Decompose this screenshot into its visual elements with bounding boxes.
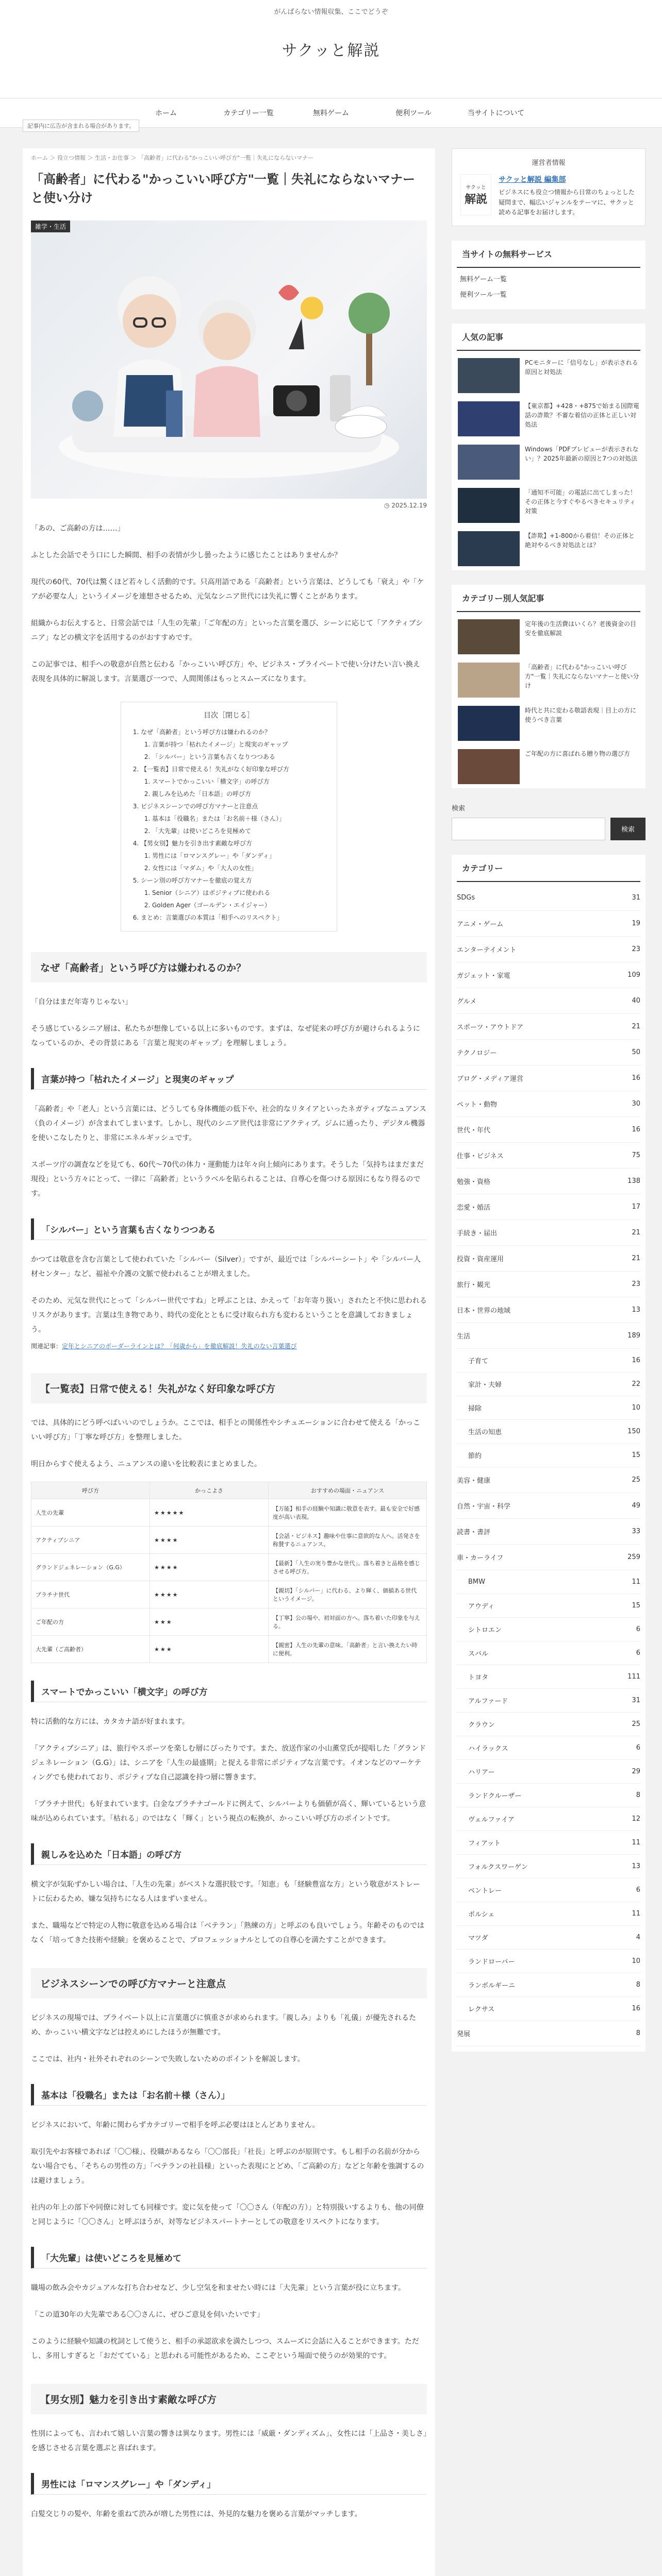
category-name[interactable]: アニメ・ゲーム	[457, 920, 504, 928]
category-count: 16	[632, 1125, 640, 1133]
category-item[interactable]	[457, 1467, 640, 1493]
paragraph: かつては敬意を含む言葉として使われていた「シルバー（Silver）」ですが、最近では「シルバーシート」や「シルバー人材センター」など、福祉や介護の文脈で使われることが増えました。	[31, 1256, 421, 1278]
rating-stars: ★★★★	[150, 1581, 269, 1608]
paragraph: 職場の飲み会やカジュアルな打ち合わせなど、少し空気を和ませたい時には「大先輩」という言葉が役に立ちます。	[31, 2284, 406, 2292]
table-row	[31, 1581, 427, 1608]
popular-article[interactable]	[452, 702, 646, 745]
category-item[interactable]	[457, 1040, 640, 1065]
services-widget	[452, 241, 646, 309]
category-item[interactable]	[457, 1689, 640, 1713]
service-link[interactable]: 無料ゲーム一覧	[460, 275, 507, 283]
category-count: 21	[632, 1228, 640, 1236]
section-heading: ビジネスシーンでの呼び方マナーと注意点	[31, 1968, 427, 1998]
category-count: 16	[632, 2004, 640, 2012]
category-name[interactable]: グルメ	[457, 997, 477, 1006]
paragraph: ビジネスにおいて、年齢に関わらずカテゴリーで相手を呼ぶ必要はほとんどありません。	[31, 2121, 320, 2129]
category-name[interactable]: 掃除	[468, 1404, 482, 1413]
toc-item[interactable]: 6. まとめ：言葉選びの本質は「相手へのリスペクト」	[141, 911, 328, 924]
category-item[interactable]	[457, 1420, 640, 1444]
rating-stars: ★★★	[150, 1636, 269, 1663]
toc-subitem[interactable]: 2. 親しみを込めた「日本語」の呼び方	[152, 788, 328, 800]
table-row	[31, 1554, 427, 1581]
category-count: 29	[632, 1767, 640, 1775]
category-item[interactable]	[457, 1878, 640, 1902]
category-item[interactable]	[457, 1014, 640, 1040]
category-name[interactable]: 日本・世界の地域	[457, 1307, 511, 1315]
subsection-heading: 親しみを込めた「日本語」の呼び方	[31, 1843, 427, 1865]
category-count: 6	[636, 1886, 640, 1894]
category-name[interactable]: ペット・動物	[457, 1100, 498, 1109]
category-count: 150	[627, 1427, 640, 1435]
paragraph: 取引先やお客様であれば「〇〇様」、役職があるなら「〇〇部長」「社長」と呼ぶのが原則です。もし相手の名前が分からない場合でも、「そちらの男性の方」「ベテランの社員様」といった表現にとどめ、「ご高齢の方」などと年齢を強調するのは避けましょう。	[31, 2148, 424, 2185]
breadcrumb[interactable]: ホーム ＞ 役立つ情報 ＞ 生活・お仕事 ＞ 「高齢者」に代わる"かっこいい呼び方"一覧｜失礼にならないマナー	[31, 155, 314, 161]
category-item[interactable]	[457, 1855, 640, 1878]
category-name[interactable]: ヴェルファイア	[468, 1816, 515, 1824]
toc-subitem[interactable]: 1. 男性には「ロマンスグレー」や「ダンディ」	[152, 850, 328, 862]
publish-date: ◷ 2025.12.19	[384, 502, 427, 509]
category-name[interactable]: ランボルギーニ	[468, 1981, 516, 1990]
category-popular-widget	[452, 585, 646, 788]
category-name[interactable]: 美容・健康	[457, 1477, 491, 1485]
intro-paragraph: この記事では、相手への敬意が自然と伝わる「かっこいい呼び方」や、ビジネス・プライベートで使い分けたい言い換え表現を具体的に解説します。言葉選び一つで、人間関係はもっとスムーズになります。	[31, 660, 420, 683]
intro-paragraph: 現代の60代、70代は驚くほど若々しく活動的です。只高用語である「高齢者」という言葉は、どうしても「衰え」や「ケアが必要な人」というイメージを連想させるため、元気なシニア世代には失礼に響くことがあります。	[31, 578, 424, 601]
toc-subitem[interactable]: 2. 「シルバー」という言葉も古くなりつつある	[152, 751, 328, 763]
section-heading: 【一覧表】日常で使える！失礼がなく好印象な呼び方	[31, 1373, 427, 1403]
article-main	[23, 148, 435, 2576]
subsection-heading: 男性には「ロマンスグレー」や「ダンディ」	[31, 2473, 427, 2495]
widget-title: カテゴリー別人気記事	[457, 585, 640, 612]
category-item[interactable]	[457, 1444, 640, 1467]
rating-stars: ★★★★	[150, 1554, 269, 1581]
category-item[interactable]	[457, 1349, 640, 1372]
category-name[interactable]: フォルクスワーゲン	[468, 1863, 528, 1871]
site-tagline: がんばらない情報収集、ここでどうぞ	[274, 8, 388, 16]
operator-logo: サクッと 解説	[460, 174, 491, 215]
category-item[interactable]	[457, 1091, 640, 1117]
category-count: 50	[632, 1048, 640, 1056]
article-thumbnail[interactable]	[458, 488, 520, 523]
category-count: 23	[632, 1280, 640, 1288]
popular-article[interactable]	[452, 440, 646, 484]
paragraph: 特に活動的な方には、カタカナ語が好まれます。	[31, 1718, 189, 1726]
category-item[interactable]	[457, 937, 640, 962]
subsection-heading: 言葉が持つ「枯れたイメージ」と現実のギャップ	[31, 1068, 427, 1090]
categories-widget	[452, 855, 646, 2052]
category-item[interactable]	[457, 1736, 640, 1760]
popular-article[interactable]	[452, 615, 646, 658]
category-name[interactable]: テクノロジー	[457, 1049, 497, 1057]
table-cell: 【親密】人生の先輩の意味。「高齢者」と言い換えたい時に便利。	[269, 1636, 427, 1663]
category-item[interactable]	[457, 1168, 640, 1194]
category-item[interactable]	[457, 988, 640, 1014]
table-cell: グランドジェネレーション（G.G）	[31, 1554, 150, 1581]
category-name[interactable]: ポルシェ	[468, 1910, 495, 1919]
category-name[interactable]: ランドクルーザー	[468, 1792, 522, 1800]
category-name[interactable]: 節約	[468, 1452, 482, 1460]
category-count: 138	[627, 1177, 640, 1185]
search-button[interactable]: 検索	[610, 818, 646, 840]
category-count: 16	[632, 1074, 640, 1082]
paragraph: ビジネスの現場では、プライベート以上に言葉選びに慎重さが求められます。「親しみ」よりも「礼儀」が優先されるため、かっこいい横文字などは控えめにしたほうが無難です。	[31, 2014, 417, 2037]
category-item[interactable]	[457, 1372, 640, 1396]
category-count: 22	[632, 1380, 640, 1388]
subsection-heading: 「シルバー」という言葉も古くなりつつある	[31, 1218, 427, 1240]
toc-list	[129, 726, 328, 924]
related-article: 関連記事：定年とシニアのボーダーラインとは？「何歳から」を徹底解説！失礼のない言葉選び	[31, 1343, 297, 1350]
category-name[interactable]: 仕事・ビジネス	[457, 1152, 504, 1160]
popular-article-title[interactable]: 【詐欺】+1-800から着信！その正体と絶対やるべき対処法とは？	[525, 532, 635, 549]
article-thumbnail[interactable]	[458, 749, 520, 784]
category-name[interactable]: 旅行・観光	[457, 1281, 491, 1289]
category-count: 111	[627, 1672, 640, 1681]
category-name[interactable]: マツダ	[468, 1934, 488, 1942]
page-title: 「高齢者」に代わる"かっこいい呼び方"一覧｜失礼にならないマナーと使い分け	[31, 172, 416, 205]
category-name[interactable]: 手続き・届出	[457, 1229, 498, 1238]
ad-notice: 記事内に広告が含まれる場合があります。	[23, 120, 139, 132]
paragraph: このように経験や知識の枕詞として使うと、相手の承認欲求を満たしつつ、スムーズに会話に入ることができます。ただし、多用しすぎると「おだてている」と思われる可能性があるため、ここぞという場面で使うのが効果的です。	[31, 2337, 419, 2360]
category-name[interactable]: 子育て	[468, 1357, 489, 1365]
category-name[interactable]: 投資・資産運用	[457, 1255, 504, 1263]
popular-article-title[interactable]: 「高齢者」に代わる"かっこいい呼び方"一覧｜失礼にならないマナーと使い分け	[525, 663, 639, 689]
subsection-heading: スマートでかっこいい「横文字」の呼び方	[31, 1681, 427, 1702]
table-cell: 大先輩（ご高齢者）	[31, 1636, 150, 1663]
category-name[interactable]: 家計・夫婦	[468, 1381, 502, 1389]
table-cell: 【親切】「シルバー」に代わる、より輝く、価値ある世代というイメージ。	[269, 1581, 427, 1608]
toc-item[interactable]: 3. ビジネスシーンでの呼び方マナーと注意点 1. 基本は「役職名」または「お名前＋様（さん）」 2. 「大先輩」は使いどころを見極めて	[141, 800, 328, 837]
category-item[interactable]	[457, 1545, 640, 1570]
table-header: 呼び方	[31, 1482, 150, 1499]
intro-paragraph: 組織からお伝えすると、日常会話では「人生の先輩」「ご年配の方」といった言葉を選び、シーンに応じて「アクティブシニア」などの横文字を活用するのがおすすめです。	[31, 619, 423, 642]
category-item[interactable]	[457, 1143, 640, 1168]
toc-item[interactable]: 5. シーン別の呼び方マナーを徹底の覚え方 1. Senior（シニア）はポジティブに使われる 2. Golden Ager（ゴールデン・エイジャー）	[141, 874, 328, 911]
toc-subitem[interactable]: 1. Senior（シニア）はポジティブに使われる	[152, 887, 328, 899]
popular-article[interactable]	[452, 527, 646, 570]
category-count: 259	[627, 1553, 640, 1561]
category-item[interactable]	[457, 1973, 640, 1997]
widget-title: 当サイトの無料サービス	[457, 241, 640, 268]
paragraph: ここでは、社内・社外それぞれのシーンで失敗しないためのポイントを解説します。	[31, 2055, 305, 2063]
paragraph: 「アクティブシニア」は、旅行やスポーツを楽しむ層にぴったりです。また、放送作家の小山薫堂氏が提唱した「グランドジェネレーション（G.G）」は、シニアを「人生の最盛期」と捉える非常にポジティブな言葉です。イオンなどのマーケティングでも使われており、ポジティブな自己認識を持つ層に響きます。	[31, 1744, 426, 1782]
category-count: 23	[632, 945, 640, 953]
paragraph: 「自分はまだ年寄りじゃない」	[31, 998, 132, 1006]
table-cell: 【最新】「人生の実り豊かな世代」。落ち着きと品格を感じさせる呼び方。	[269, 1554, 427, 1581]
category-count: 11	[632, 1909, 640, 1918]
nav-free-games[interactable]: 無料ゲーム	[313, 109, 349, 117]
category-count: 49	[632, 1501, 640, 1510]
paragraph: また、職場などで特定の人物に敬意を込める場合は「ベテラン」「熟練の方」と呼ぶのも良いでしょう。年齢そのものではなく「培ってきた技術や経験」を褒めることで、プロフェッショナルとしての自尊心を満たすことができます。	[31, 1922, 424, 1944]
table-header: かっこよさ	[150, 1482, 269, 1499]
category-item[interactable]	[457, 962, 640, 988]
article-thumbnail[interactable]	[458, 531, 520, 566]
site-header	[0, 0, 662, 98]
category-count: 31	[632, 1696, 640, 1704]
category-name[interactable]: 発展	[457, 2030, 471, 2038]
category-count: 8	[636, 2029, 640, 2037]
category-item[interactable]	[457, 911, 640, 937]
category-item[interactable]	[457, 1641, 640, 1665]
category-name[interactable]: トヨタ	[468, 1673, 489, 1682]
popular-article[interactable]	[452, 658, 646, 702]
paragraph: スポーツ庁の調査などを見ても、60代〜70代の体力・運動能力は年々向上傾向にあります。そうした「気持ちはまだまだ現役」という方々にとって、一律に「高齢者」というラベルを貼られることは、自尊心を傷つける原因にもなり得るのです。	[31, 1161, 424, 1198]
category-count: 21	[632, 1254, 640, 1262]
article-thumbnail[interactable]	[458, 619, 520, 654]
category-item[interactable]	[457, 1323, 640, 1349]
category-item[interactable]	[457, 1297, 640, 1323]
popular-widget	[452, 324, 646, 570]
widget-title: 人気の記事	[457, 324, 640, 351]
category-count: 13	[632, 1862, 640, 1870]
category-count: 21	[632, 1022, 640, 1030]
article-thumbnail[interactable]	[458, 445, 520, 480]
category-count: 11	[632, 1578, 640, 1586]
table-cell: ご年配の方	[31, 1608, 150, 1636]
popular-article-title[interactable]: Windows「PDFプレビューが表示されない」？2025年最新の原因と7つの対処法	[525, 445, 639, 462]
toc-subitem[interactable]: 2. Golden Ager（ゴールデン・エイジャー）	[152, 899, 328, 911]
article-intro	[23, 521, 435, 686]
category-count: 11	[632, 1838, 640, 1846]
operator-widget	[452, 148, 646, 226]
related-article-link[interactable]: 定年とシニアのボーダーラインとは？「何歳から」を徹底解説！失礼のない言葉選び	[62, 1343, 297, 1350]
operator-title: 運営者情報	[532, 159, 566, 167]
site-logo[interactable]: サクッと解説	[282, 42, 380, 60]
toc-subitem[interactable]: 2. 女性には「マダム」や「大人の女性」	[152, 862, 328, 874]
nav-tools[interactable]: 便利ツール	[395, 109, 432, 117]
operator-description: ビジネスにも役立つ情報から日常のちょっとした疑問まで、幅広いジャンルをテーマに、サクッと読める記事をお届けします。	[499, 189, 635, 216]
category-count: 25	[632, 1476, 640, 1484]
toc-subitem[interactable]: 1. 言葉が持つ「枯れたイメージ」と現実のギャップ	[152, 738, 328, 751]
table-of-contents	[121, 702, 337, 931]
table-cell: 【万能】相手の経験や知識に敬意を表す。最も安全で好感度が高い表現。	[269, 1499, 427, 1527]
category-name[interactable]: SDGs	[457, 893, 475, 902]
category-count: 109	[627, 971, 640, 979]
category-count: 4	[636, 1933, 640, 1941]
operator-name-link[interactable]: サクッと解説 編集部	[499, 176, 566, 184]
category-item[interactable]	[457, 1220, 640, 1246]
paragraph: そのため、元気な世代にとって「シルバー世代ですね」と呼ぶことは、かえって「お年寄り扱い」されたと不快に思われるリスクがあります。言葉は生き物であり、時代の変化とともに受け取られ方も変わるということを意識しておきましょう。	[31, 1297, 427, 1334]
paragraph: 「高齢者」や「老人」という言葉には、どうしても身体機能の低下や、社会的なリタイアといったネガティブなニュアンス（負のイメージ）が含まれてしまいます。しかし、現代のシニア世代は非常にアクティブ。ジムに通ったり、デジタル機器を使いこなしたりと、非常にエネルギッシュです。	[31, 1105, 426, 1142]
category-name[interactable]: エンターテイメント	[457, 946, 517, 954]
rating-stars: ★★★★★	[150, 1499, 269, 1527]
category-name[interactable]: BMW	[468, 1578, 485, 1586]
toc-item[interactable]: 1. なぜ「高齢者」という呼び方は嫌われるのか？ 1. 言葉が持つ「枯れたイメージ」と現実のギャップ 2. 「シルバー」という言葉も古くなりつつある	[141, 726, 328, 763]
search-widget	[452, 803, 646, 840]
category-item[interactable]	[457, 1997, 640, 2021]
popular-article[interactable]	[452, 397, 646, 440]
section-heading: 【男女別】魅力を引き出す素敵な呼び方	[31, 2384, 427, 2414]
paragraph: 横文字が気恥ずかしい場合は、「人生の先輩」がベストな選択肢です。「知恵」も「経験豊富な方」という敬意がストレートに伝わるため、嫌な気持ちになる人はまずいません。	[31, 1880, 420, 1903]
category-count: 6	[636, 1649, 640, 1657]
category-item[interactable]	[457, 1519, 640, 1545]
category-name[interactable]: スポーツ・アウトドア	[457, 1023, 524, 1031]
sidebar	[452, 148, 646, 2066]
toc-item[interactable]: 2. 【一覧表】日常で使える！失礼がなく好印象な呼び方 1. スマートでかっこいい「横文字」の呼び方 2. 親しみを込めた「日本語」の呼び方	[141, 763, 328, 800]
category-name[interactable]: ランドローバー	[468, 1958, 515, 1966]
popular-article[interactable]	[452, 745, 646, 788]
toc-subitem[interactable]: 1. スマートでかっこいい「横文字」の呼び方	[152, 775, 328, 788]
nav-categories[interactable]: カテゴリー一覧	[223, 109, 274, 117]
category-badge[interactable]: 雑学・生活	[31, 221, 70, 232]
table-cell: アクティブシニア	[31, 1527, 150, 1554]
popular-article-title[interactable]: 【東京都】+428・+875で始まる国際電話の詐欺？不審な着信の正体と正しい対処法	[525, 402, 639, 428]
category-count: 15	[632, 1601, 640, 1609]
intro-paragraph: ふとした会話でそう口にした瞬間、相手の表情が少し曇ったように感じたことはありませんか？	[31, 551, 341, 560]
article-thumbnail[interactable]	[458, 706, 520, 741]
paragraph: 明日からすぐ使えるよう、ニュアンスの違いを比較表にまとめました。	[31, 1460, 262, 1468]
paragraph: では、具体的にどう呼べばいいのでしょうか。ここでは、相手との関係性やシチュエーションに合わせて使える「かっこいい呼び方」「丁寧な呼び方」を整理しました。	[31, 1419, 421, 1442]
category-count: 19	[632, 919, 640, 927]
category-count: 13	[632, 1306, 640, 1314]
table-row	[31, 1636, 427, 1663]
paragraph: そう感じているシニア層は、私たちが想像している以上に多いものです。まずは、なぜ従来の呼び方が避けられるようになっているのか、その背景にある「言葉と現実のギャップ」を理解しましょう。	[31, 1025, 420, 1047]
table-cell: 【会話・ビジネス】趣味や仕事に意欲的な人へ。活発さを称賛するニュアンス。	[269, 1527, 427, 1554]
category-name[interactable]: シトロエン	[468, 1626, 502, 1634]
category-item[interactable]	[457, 2021, 640, 2046]
search-label: 検索	[452, 804, 466, 812]
category-count: 15	[632, 1451, 640, 1459]
category-name[interactable]: 勉強・資格	[457, 1178, 491, 1186]
category-item[interactable]	[457, 885, 640, 911]
category-item[interactable]	[457, 1396, 640, 1420]
category-item[interactable]	[457, 1760, 640, 1784]
toc-subitem[interactable]: 1. 基本は「役職名」または「お名前＋様（さん）」	[152, 812, 328, 825]
rating-stars: ★★★★	[150, 1527, 269, 1554]
table-cell: プラチナ世代	[31, 1581, 150, 1608]
category-item[interactable]	[457, 1902, 640, 1926]
table-row	[31, 1608, 427, 1636]
table-cell: 【丁寧】公の場や、初対面の方へ。落ち着いた印象を与える。	[269, 1608, 427, 1636]
senior-couple-illustration	[31, 221, 427, 499]
category-item[interactable]	[457, 1594, 640, 1618]
category-count: 8	[636, 1791, 640, 1799]
category-name[interactable]: 生活	[457, 1332, 471, 1341]
category-count: 31	[632, 893, 640, 902]
paragraph: 性別によっても、言われて嬉しい言葉の響きは異なります。男性には「威厳・ダンディズム」、女性には「上品さ・美しさ」を感じさせる言葉を選ぶと喜ばれます。	[31, 2430, 427, 2452]
category-item[interactable]	[457, 1493, 640, 1519]
table-row	[31, 1527, 427, 1554]
category-count: 40	[632, 996, 640, 1005]
category-item[interactable]	[457, 1117, 640, 1143]
category-count: 189	[627, 1331, 640, 1340]
popular-article[interactable]	[452, 484, 646, 527]
subsection-heading: 「大先輩」は使いどころを見極めて	[31, 2247, 427, 2268]
category-item[interactable]	[457, 1926, 640, 1950]
section-heading: なぜ「高齢者」という呼び方は嫌われるのか？	[31, 952, 427, 982]
popular-article-title[interactable]: 時代と共に変わる敬語表現｜目上の方に使うべき言葉	[525, 706, 637, 723]
category-item[interactable]	[457, 1570, 640, 1594]
paragraph: 社内の年上の部下や同僚に対しても同様です。変に気を使って「〇〇さん（年配の方）」と特別扱いするよりも、他の同僚と同じように「〇〇さん」と呼ぶほうが、対等なビジネスパートナーとしての敬意をリスペクトになります。	[31, 2204, 424, 2226]
category-item[interactable]	[457, 1272, 640, 1297]
paragraph: 「この道30年の大先輩である〇〇さんに、ぜひご意見を伺いたいです」	[31, 2311, 264, 2319]
article-thumbnail[interactable]	[458, 401, 520, 436]
nav-about[interactable]: 当サイトについて	[467, 109, 525, 117]
category-item[interactable]	[457, 1246, 640, 1272]
toc-subitem[interactable]: 2. 「大先輩」は使いどころを見極めて	[152, 825, 328, 837]
toc-item[interactable]: 4. 【男女別】魅力を引き出す素敵な呼び方 1. 男性には「ロマンスグレー」や「ダンディ」 2. 女性には「マダム」や「大人の女性」	[141, 837, 328, 874]
table-header: おすすめの場面・ニュアンス	[269, 1482, 427, 1499]
category-count: 25	[632, 1720, 640, 1728]
paragraph: 白髪交じりの髪や、年齢を重ねて渋みが増した男性には、外見的な魅力を褒める言葉がマッチします。	[31, 2510, 362, 2518]
category-name[interactable]: 生活の知恵	[468, 1428, 502, 1436]
category-name[interactable]: フィアット	[468, 1839, 501, 1848]
category-item[interactable]	[457, 1065, 640, 1091]
popular-article-title[interactable]: ご年配の方に喜ばれる贈り物の選び方	[525, 750, 631, 757]
category-item[interactable]	[457, 1618, 640, 1641]
category-count: 8	[636, 1980, 640, 1989]
category-name[interactable]: 自然・宇宙・科学	[457, 1502, 511, 1511]
toc-title[interactable]: 目次［閉じる］	[204, 711, 254, 720]
category-count: 75	[632, 1151, 640, 1159]
category-name[interactable]: スバル	[468, 1650, 489, 1658]
category-count: 30	[632, 1099, 640, 1108]
category-count: 33	[632, 1527, 640, 1535]
table-cell: 人生の先輩	[31, 1499, 150, 1527]
category-name[interactable]: ガジェット・家電	[457, 972, 510, 980]
hero-image	[31, 221, 427, 499]
category-name[interactable]: アウディ	[468, 1602, 494, 1611]
nav-home[interactable]: ホーム	[155, 109, 177, 117]
category-count: 6	[636, 1743, 640, 1752]
category-name[interactable]: ベントレー	[468, 1887, 502, 1895]
search-input[interactable]	[452, 818, 605, 840]
rating-stars: ★★★	[150, 1608, 269, 1636]
category-item[interactable]	[457, 1194, 640, 1220]
category-item[interactable]	[457, 1784, 640, 1807]
category-item[interactable]	[457, 1831, 640, 1855]
category-name[interactable]: 読書・書評	[457, 1528, 491, 1536]
popular-article-title[interactable]: 「通知不可能」の電話に出てしまった！その正体と今すぐやるべきセキュリティ対策	[525, 488, 637, 515]
article-thumbnail[interactable]	[458, 663, 520, 698]
category-count: 16	[632, 1356, 640, 1364]
category-count: 6	[636, 1625, 640, 1633]
category-item[interactable]	[457, 1807, 640, 1831]
category-name[interactable]: ハリアー	[468, 1768, 495, 1776]
popular-article[interactable]	[452, 354, 646, 397]
intro-paragraph: 「あの、ご高齢の方は……」	[31, 524, 125, 533]
category-count: 12	[632, 1815, 640, 1823]
widget-title: カテゴリー	[457, 855, 640, 882]
category-name[interactable]: クラウン	[468, 1721, 495, 1729]
category-name[interactable]: 恋愛・婚活	[457, 1204, 491, 1212]
popular-article-title[interactable]: PCモニターに「信号なし」が表示される原因と対処法	[525, 359, 638, 376]
category-item[interactable]	[457, 1665, 640, 1689]
popular-article-title[interactable]: 定年後の生活費はいくら？老後資金の目安を徹底解説	[525, 620, 637, 637]
category-name[interactable]: アルファード	[468, 1697, 508, 1705]
category-name[interactable]: ブログ・メディア運営	[457, 1075, 523, 1083]
category-count: 10	[632, 1403, 640, 1412]
table-row	[31, 1499, 427, 1527]
category-count: 17	[632, 1202, 640, 1211]
article-thumbnail[interactable]	[458, 358, 520, 393]
paragraph: 「プラチナ世代」も好まれています。白金なプラチナゴールドに例えて、シルバーよりも価値が高く、輝いているという意味が込められています。「枯れる」のではなく「輝く」という視点の転換が、かっこいい呼び方のポイントです。	[31, 1800, 426, 1823]
category-name[interactable]: ハイラックス	[468, 1744, 508, 1753]
category-item[interactable]	[457, 1713, 640, 1736]
category-name[interactable]: 世代・年代	[457, 1126, 491, 1134]
category-item[interactable]	[457, 1950, 640, 1973]
category-count: 10	[632, 1957, 640, 1965]
service-link[interactable]: 便利ツール一覧	[460, 291, 507, 299]
category-name[interactable]: 車・カーライフ	[457, 1554, 504, 1562]
subsection-heading: 基本は「役職名」または「お名前＋様（さん）」	[31, 2084, 427, 2106]
category-name[interactable]: レクサス	[468, 2005, 495, 2013]
comparison-table	[31, 1482, 427, 1663]
